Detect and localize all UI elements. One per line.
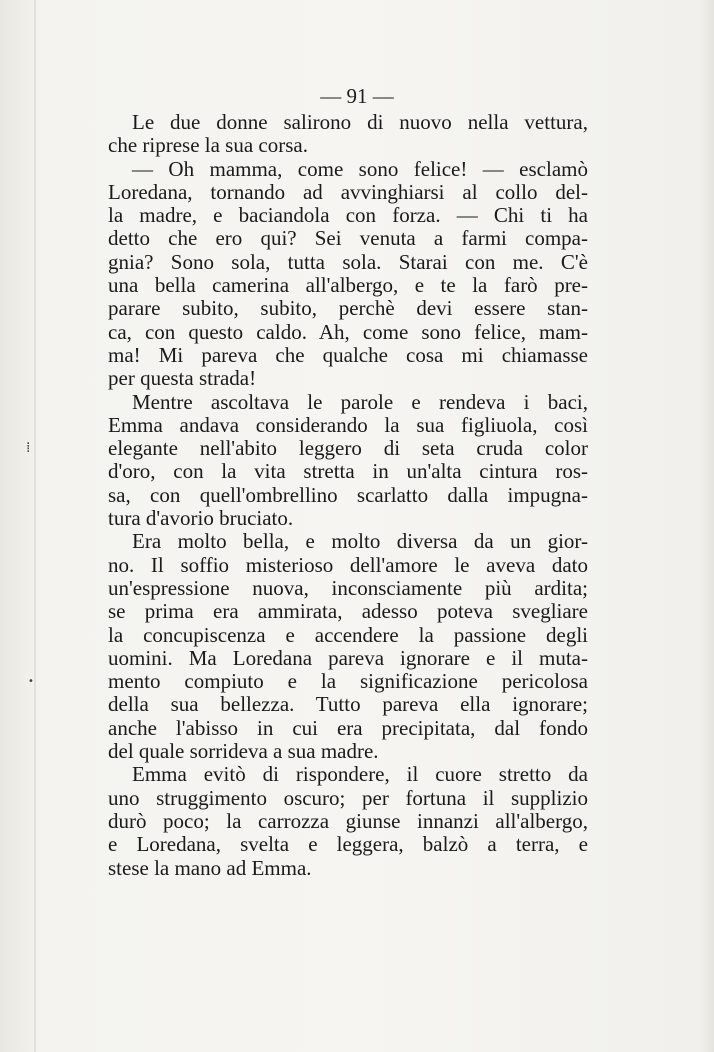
text-line: sa, con quell'ombrellino scarlatto dalla impugna- (108, 482, 588, 507)
text-line: — Oh mamma, come sono felice! — esclamò (132, 156, 588, 181)
text-line: gnia? Sono sola, tutta sola. Starai con me. C'è (108, 249, 588, 274)
text-line: un'espressione nuova, inconsciamente più ardita; (108, 575, 588, 600)
margin-ink-mark: ⁞ (26, 440, 31, 456)
text-line: Emma andava considerando la sua figliuola, così (108, 412, 588, 437)
text-line: no. Il soffio misterioso dell'amore le aveva dato (108, 552, 588, 577)
text-line: d'oro, con la vita stretta in un'alta cintura ros- (108, 459, 588, 484)
text-line: ca, con questo caldo. Ah, come sono felice, mam- (108, 319, 588, 344)
text-line: durò poco; la carrozza giunse innanzi all'albergo, (108, 808, 588, 833)
page-gutter-edge (34, 0, 36, 1052)
text-line: e Loredana, svelta e leggera, balzò a terra, e (108, 832, 588, 857)
text-line: Le due donne salirono di nuovo nella vettura, (132, 110, 588, 134)
text-line: detto che ero qui? Sei venuta a farmi compa- (108, 226, 588, 251)
text-line: la madre, e baciandola con forza. — Chi ti ha (108, 203, 588, 228)
text-line: Loredana, tornando ad avvinghiarsi al collo del- (108, 179, 588, 204)
text-line: elegante nell'abito leggero di seta cruda color (108, 436, 588, 461)
text-line: Era molto bella, e molto diversa da un gior- (132, 529, 588, 554)
text-line: parare subito, subito, perchè devi essere stan- (108, 296, 588, 321)
text-line: della sua bellezza. Tutto pareva ella ignorare; (108, 692, 588, 717)
text-line: stese la mano ad Emma. (108, 855, 312, 880)
page-number: — 91 — (320, 84, 394, 108)
text-line: ma! Mi pareva che qualche cosa mi chiamasse (108, 342, 588, 367)
text-line: Emma evitò di rispondere, il cuore stretto da (132, 762, 588, 787)
page-body-text (108, 111, 588, 880)
text-line: tura d'avorio bruciato. (108, 506, 294, 531)
text-line: per questa strada! (108, 366, 257, 391)
text-line: che riprese la sua corsa. (108, 133, 308, 158)
text-line: del quale sorrideva a sua madre. (108, 739, 379, 764)
text-line: la concupiscenza e accendere la passione degli (108, 622, 588, 647)
text-line: uomini. Ma Loredana pareva ignorare e il muta- (108, 645, 588, 670)
text-line: Mentre ascoltava le parole e rendeva i baci, (132, 389, 588, 414)
margin-ink-speck: • (28, 676, 34, 687)
text-line: una bella camerina all'albergo, e te la farò pre- (108, 273, 588, 298)
text-line: anche l'abisso in cui era precipitata, dal fondo (108, 715, 588, 740)
text-line: uno struggimento oscuro; per fortuna il supplizio (108, 785, 588, 810)
text-line: se prima era ammirata, adesso poteva svegliare (108, 599, 588, 624)
text-line: mento compiuto e la significazione pericolosa (108, 669, 588, 694)
